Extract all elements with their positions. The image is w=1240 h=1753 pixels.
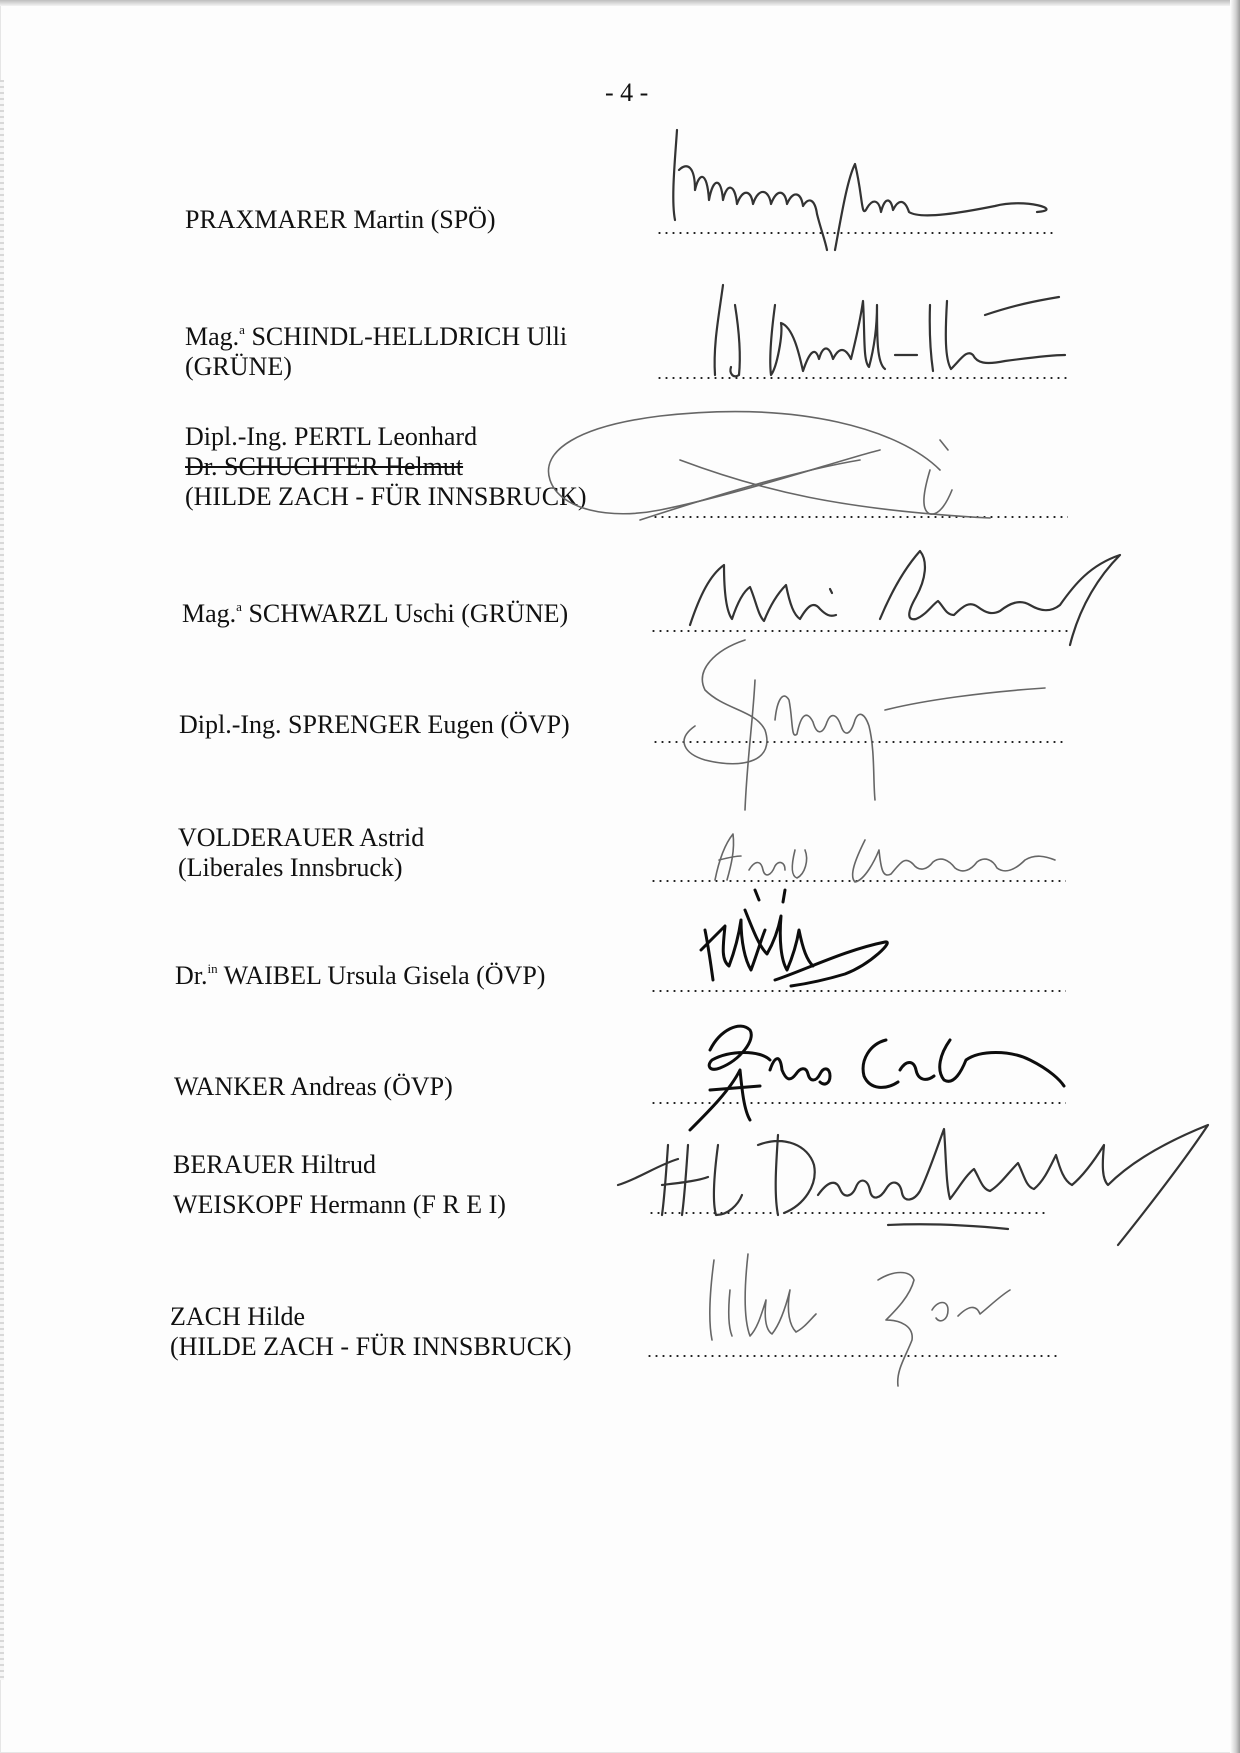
handwritten-signature-icon: [705, 275, 1125, 385]
signatory-waibel: [175, 961, 545, 991]
scan-edge-left: [0, 80, 4, 1680]
signatory-berauer-weiskopf: [173, 1150, 506, 1220]
signatory-party: (Liberales Innsbruck): [178, 853, 403, 882]
signatory-name: ZACH Hilde: [170, 1302, 306, 1331]
page-number: - 4 -: [605, 78, 649, 107]
signatory-name: VOLDERAUER Astrid: [178, 823, 425, 852]
scan-edge-right: [1230, 0, 1240, 1753]
signatory-party: (HILDE ZACH - FÜR INNSBRUCK): [185, 482, 587, 511]
signatory-name: Dipl.-Ing. PERTL Leonhard: [185, 422, 478, 451]
signatory-party: (HILDE ZACH - FÜR INNSBRUCK): [170, 1332, 572, 1361]
scan-edge-top: [0, 0, 1240, 6]
signatory-sprenger: [179, 710, 570, 740]
signatory-schindl-helldrich: [185, 322, 567, 382]
signatory-name: WEISKOPF Hermann (F R E I): [173, 1190, 506, 1219]
signatory-name: Dipl.-Ing. SPRENGER Eugen (ÖVP): [179, 710, 570, 739]
signatory-praxmarer: [185, 205, 496, 235]
handwritten-signature-icon: [680, 535, 1140, 645]
signatory-name: Dr.$^{in}$ WAIBEL Ursula Gisela (ÖVP): [175, 961, 546, 990]
handwritten-signature-icon: [665, 630, 1085, 820]
handwritten-signature-icon: [700, 1240, 1060, 1390]
signatory-name: WANKER Andreas (ÖVP): [174, 1072, 453, 1101]
handwritten-signature-icon: [520, 410, 1000, 530]
signatory-name: Mag.$^a$ SCHWARZL Uschi (GRÜNE): [182, 599, 569, 628]
signatory-zach: [170, 1302, 572, 1362]
signatory-party: (GRÜNE): [185, 352, 292, 381]
signatory-name: PRAXMARER Martin (SPÖ): [185, 205, 496, 234]
signatory-name: Mag.$^a$ SCHINDL-HELLDRICH Ulli: [185, 322, 568, 351]
handwritten-signature-icon: [608, 1105, 1238, 1255]
signatory-name: BERAUER Hiltrud: [173, 1150, 376, 1179]
handwritten-signature-icon: [695, 890, 935, 1000]
struck-signatory-name: Dr. SCHUCHTER Helmut: [185, 452, 464, 481]
signatory-schwarzl: [182, 599, 568, 629]
handwritten-signature-icon: [665, 100, 1165, 280]
handwritten-signature-icon: [705, 820, 1095, 900]
signatory-volderauer: [178, 823, 424, 883]
signatory-wanker: [174, 1072, 453, 1102]
